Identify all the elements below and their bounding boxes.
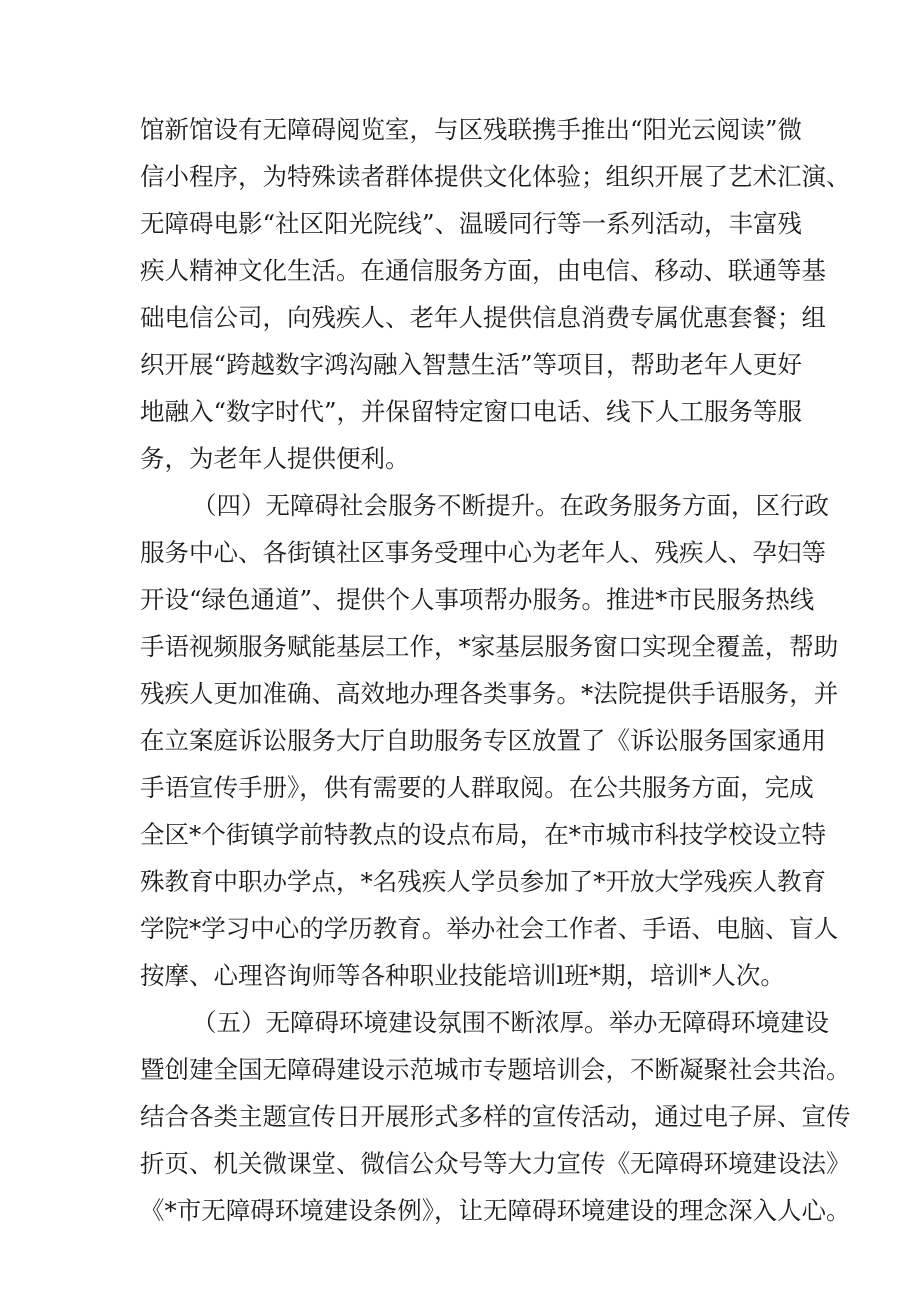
text-line: 折页、机关微课堂、微信公众号等大力宣传《无障碍环境建设法》 bbox=[140, 1149, 851, 1178]
text-line: 无障碍电影“社区阳光院线”、温暖同行等一系列活动，丰富残 bbox=[140, 209, 803, 238]
text-line: 织开展“跨越数字鸿沟融入智慧生活”等项目，帮助老年人更好 bbox=[140, 350, 803, 379]
paragraph-culture-communication bbox=[140, 106, 851, 482]
body-text bbox=[140, 106, 851, 1234]
text-line: 按摩、心理咨询师等各种职业技能培训l班*期，培训*人次。 bbox=[140, 961, 785, 990]
text-line: 《*市无障碍环境建设条例》，让无障碍环境建设的理念深入人心。 bbox=[140, 1196, 851, 1225]
text-line: 殊教育中职办学点，*名残疾人学员参加了*开放大学残疾人教育 bbox=[140, 867, 826, 896]
text-line: 馆新馆设有无障碍阅览室，与区残联携手推出“阳光云阅读”微 bbox=[140, 115, 803, 144]
text-line: 服务中心、各街镇社区事务受理中心为老年人、残疾人、孕妇等 bbox=[140, 538, 826, 567]
text-line: 残疾人更加准确、高效地办理各类事务。*法院提供手语服务，并 bbox=[140, 679, 839, 708]
text-line: 务，为老年人提供便利。 bbox=[140, 444, 410, 473]
text-line: 暨创建全国无障碍建设示范城市专题培训会，不断凝聚社会共治。 bbox=[140, 1055, 851, 1084]
text-line: 手语宣传手册》，供有需要的人群取阅。在公共服务方面，完成 bbox=[140, 773, 814, 802]
text-line: 学院*学习中心的学历教育。举办社会工作者、手语、电脑、盲人 bbox=[140, 914, 839, 943]
text-line: 全区*个街镇学前特教点的设点布局，在*市城市科技学校设立特 bbox=[140, 820, 826, 849]
section-heading-line: （四）无障碍社会服务不断提升。在政务服务方面，区行政 bbox=[192, 491, 829, 520]
text-line: 础电信公司，向残疾人、老年人提供信息消费专属优惠套餐；组 bbox=[140, 303, 826, 332]
text-line: 疾人精神文化生活。在通信服务方面，由电信、移动、联通等基 bbox=[140, 256, 826, 285]
paragraph-social-services bbox=[140, 482, 839, 999]
text-line: 在立案庭诉讼服务大厅自助服务专区放置了《诉讼服务国家通用 bbox=[140, 726, 826, 755]
text-line: 手语视频服务赋能基层工作，*家基层服务窗口实现全覆盖，帮助 bbox=[140, 632, 839, 661]
text-line: 信小程序，为特殊读者群体提供文化体验；组织开展了艺术汇演、 bbox=[140, 162, 851, 191]
section-heading-line: （五）无障碍环境建设氛围不断浓厚。举办无障碍环境建设 bbox=[192, 1008, 829, 1037]
text-line: 结合各类主题宣传日开展形式多样的宣传活动，通过电子屏、宣传 bbox=[140, 1102, 851, 1131]
text-line: 开设“绿色通道”、提供个人事项帮办服务。推进*市民服务热线 bbox=[140, 585, 815, 614]
text-line: 地融入“数字时代”，并保留特定窗口电话、线下人工服务等服 bbox=[140, 397, 803, 426]
paragraph-environment bbox=[140, 999, 851, 1234]
